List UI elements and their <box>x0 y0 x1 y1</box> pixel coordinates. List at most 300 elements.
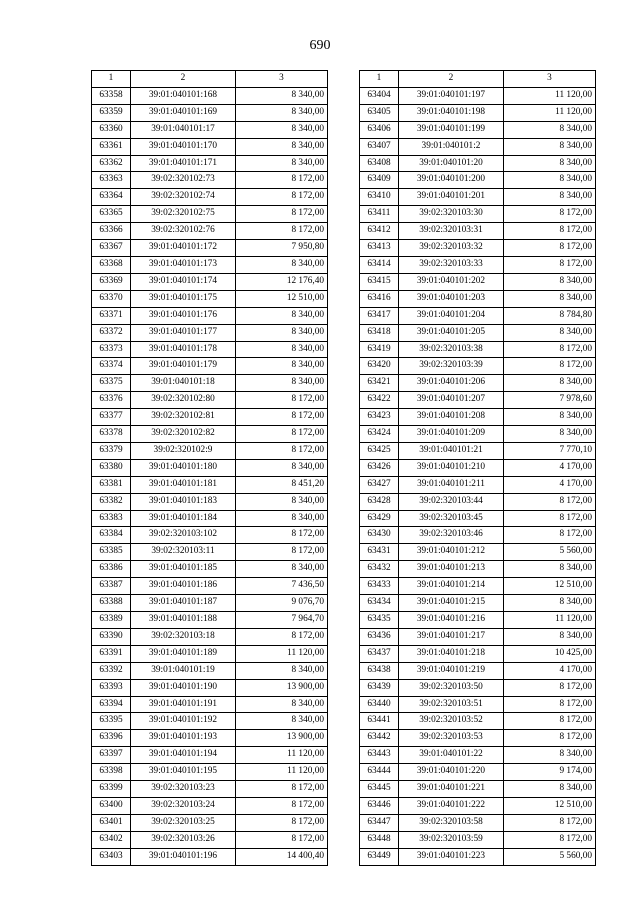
cadastral-number-cell: 39:01:040101:214 <box>399 578 504 595</box>
cadastral-number-cell: 39:02:320103:38 <box>399 341 504 358</box>
value-text: 8 340,00 <box>559 174 592 185</box>
cadastral-number-cell: 39:02:320103:33 <box>399 256 504 273</box>
table-row <box>360 628 596 645</box>
cadastral-number-cell: 39:02:320103:24 <box>131 797 236 814</box>
value-text: 8 340,00 <box>291 343 324 354</box>
table-row <box>92 679 328 696</box>
value-cell <box>236 256 328 273</box>
row-number-cell: 63408 <box>360 155 399 172</box>
table-row <box>92 848 328 865</box>
value-text: 11 120,00 <box>287 766 324 777</box>
table-row <box>92 307 328 324</box>
cadastral-number-cell: 39:02:320102:74 <box>131 189 236 206</box>
value-text: 8 340,00 <box>291 495 324 506</box>
table-row <box>92 442 328 459</box>
cadastral-number-cell: 39:01:040101:186 <box>131 578 236 595</box>
table-row <box>360 459 596 476</box>
value-cell <box>236 476 328 493</box>
cadastral-number-cell: 39:01:040101:21 <box>399 442 504 459</box>
value-text: 8 172,00 <box>559 698 592 709</box>
row-number-cell: 63412 <box>360 223 399 240</box>
value-cell <box>504 426 596 443</box>
value-cell <box>236 628 328 645</box>
cadastral-number-cell: 39:01:040101:218 <box>399 645 504 662</box>
value-text: 8 340,00 <box>559 326 592 337</box>
value-text: 8 172,00 <box>559 681 592 692</box>
value-cell <box>504 493 596 510</box>
value-text: 5 560,00 <box>559 850 592 861</box>
value-text: 7 964,70 <box>291 614 324 624</box>
table-row <box>360 831 596 848</box>
cadastral-number-cell: 39:01:040101:184 <box>131 510 236 527</box>
value-cell <box>236 679 328 696</box>
row-number-cell: 63428 <box>360 493 399 510</box>
cadastral-number-cell: 39:01:040101:171 <box>131 155 236 172</box>
value-cell <box>236 713 328 730</box>
value-text: 8 340,00 <box>291 89 324 100</box>
table-row <box>92 256 328 273</box>
value-text: 11 120,00 <box>287 749 324 760</box>
value-text: 8 340,00 <box>291 512 324 523</box>
value-cell <box>504 713 596 730</box>
value-cell <box>504 831 596 848</box>
value-cell <box>236 510 328 527</box>
value-text: 8 172,00 <box>559 529 592 540</box>
table-row <box>92 713 328 730</box>
row-number-cell: 63395 <box>92 713 131 730</box>
value-cell <box>236 87 328 104</box>
table-row <box>360 679 596 696</box>
value-cell <box>236 561 328 578</box>
cadastral-number-cell: 39:01:040101:207 <box>399 392 504 409</box>
value-text: 8 172,00 <box>291 799 324 810</box>
value-cell <box>236 747 328 764</box>
cadastral-number-cell: 39:01:040101:180 <box>131 459 236 476</box>
column-header-3: 3 <box>504 71 596 88</box>
value-cell <box>504 392 596 409</box>
value-cell <box>504 290 596 307</box>
row-number-cell: 63447 <box>360 814 399 831</box>
value-text: 7 436,50 <box>291 580 324 591</box>
cadastral-number-cell: 39:01:040101:191 <box>131 696 236 713</box>
cadastral-number-cell: 39:01:040101:194 <box>131 747 236 764</box>
value-text: 8 172,00 <box>291 444 324 455</box>
cadastral-number-cell: 39:02:320103:52 <box>399 713 504 730</box>
row-number-cell: 63424 <box>360 426 399 443</box>
value-text: 8 172,00 <box>291 630 324 641</box>
row-number-cell: 63431 <box>360 544 399 561</box>
value-text: 9 076,70 <box>291 597 324 608</box>
value-cell <box>504 595 596 612</box>
row-number-cell: 63406 <box>360 121 399 138</box>
table-row <box>92 645 328 662</box>
table-row <box>360 561 596 578</box>
cadastral-number-cell: 39:01:040101:177 <box>131 324 236 341</box>
value-cell <box>504 679 596 696</box>
row-number-cell: 63386 <box>92 561 131 578</box>
value-cell <box>236 848 328 865</box>
row-number-cell: 63375 <box>92 375 131 392</box>
value-text: 13 900,00 <box>286 732 324 743</box>
cadastral-number-cell: 39:01:040101:223 <box>399 848 504 865</box>
cadastral-number-cell: 39:02:320102:73 <box>131 172 236 189</box>
cadastral-number-cell: 39:01:040101:203 <box>399 290 504 307</box>
value-text: 8 340,00 <box>291 715 324 726</box>
cadastral-number-cell: 39:01:040101:219 <box>399 662 504 679</box>
value-cell <box>236 781 328 798</box>
value-text: 11 120,00 <box>555 614 592 624</box>
page-number: 690 <box>309 38 331 53</box>
row-number-cell: 63436 <box>360 628 399 645</box>
cadastral-number-cell: 39:01:040101:20 <box>399 155 504 172</box>
table-row <box>360 172 596 189</box>
table-row <box>360 612 596 629</box>
row-number-cell: 63404 <box>360 87 399 104</box>
table-row <box>360 747 596 764</box>
value-text: 8 172,00 <box>559 816 592 827</box>
cadastral-number-cell: 39:01:040101:205 <box>399 324 504 341</box>
row-number-cell: 63401 <box>92 814 131 831</box>
cadastral-number-cell: 39:01:040101:209 <box>399 426 504 443</box>
table-row <box>360 510 596 527</box>
table-row <box>360 544 596 561</box>
value-cell <box>504 747 596 764</box>
value-cell <box>236 544 328 561</box>
table-row <box>360 578 596 595</box>
value-text: 4 170,00 <box>559 478 592 489</box>
table-row <box>92 612 328 629</box>
value-text: 8 340,00 <box>291 326 324 337</box>
table-row <box>360 442 596 459</box>
cadastral-number-cell: 39:01:040101:202 <box>399 273 504 290</box>
table-row <box>360 848 596 865</box>
cadastral-number-cell: 39:02:320103:45 <box>399 510 504 527</box>
table-row <box>92 341 328 358</box>
cadastral-number-cell: 39:01:040101:210 <box>399 459 504 476</box>
value-text: 8 340,00 <box>291 106 324 117</box>
value-cell <box>236 814 328 831</box>
table-row <box>92 578 328 595</box>
value-text: 8 340,00 <box>559 563 592 574</box>
value-cell <box>504 612 596 629</box>
value-text: 8 172,00 <box>559 715 592 726</box>
cadastral-number-cell: 39:01:040101:221 <box>399 781 504 798</box>
cadastral-number-cell: 39:01:040101:192 <box>131 713 236 730</box>
table-row <box>360 121 596 138</box>
row-number-cell: 63374 <box>92 358 131 375</box>
table-row <box>360 87 596 104</box>
cadastral-number-cell: 39:01:040101:181 <box>131 476 236 493</box>
value-cell <box>236 459 328 476</box>
value-text: 12 176,40 <box>286 275 324 286</box>
table-row <box>360 256 596 273</box>
table-row <box>92 138 328 155</box>
row-number-cell: 63427 <box>360 476 399 493</box>
value-text: 4 170,00 <box>559 664 592 675</box>
value-cell <box>504 307 596 324</box>
row-number-cell: 63394 <box>92 696 131 713</box>
cadastral-number-cell: 39:01:040101:190 <box>131 679 236 696</box>
row-number-cell: 63368 <box>92 256 131 273</box>
table-row <box>92 493 328 510</box>
row-number-cell: 63383 <box>92 510 131 527</box>
value-cell <box>504 155 596 172</box>
table-row <box>360 138 596 155</box>
cadastral-number-cell: 39:01:040101:2 <box>399 138 504 155</box>
value-text: 10 425,00 <box>554 647 592 658</box>
table-row <box>92 561 328 578</box>
table-row <box>360 409 596 426</box>
row-number-cell: 63367 <box>92 240 131 257</box>
row-number-cell: 63360 <box>92 121 131 138</box>
row-number-cell: 63407 <box>360 138 399 155</box>
cadastral-number-cell: 39:01:040101:22 <box>399 747 504 764</box>
row-number-cell: 63387 <box>92 578 131 595</box>
table-header-row <box>360 71 596 88</box>
cadastral-number-cell: 39:02:320103:26 <box>131 831 236 848</box>
row-number-cell: 63421 <box>360 375 399 392</box>
value-text: 8 172,00 <box>559 258 592 269</box>
value-text: 8 172,00 <box>291 783 324 794</box>
value-cell <box>504 172 596 189</box>
row-number-cell: 63430 <box>360 527 399 544</box>
row-number-cell: 63420 <box>360 358 399 375</box>
row-number-cell: 63446 <box>360 797 399 814</box>
value-text: 8 172,00 <box>291 191 324 202</box>
value-cell <box>236 493 328 510</box>
cadastral-number-cell: 39:01:040101:169 <box>131 104 236 121</box>
value-text: 8 172,00 <box>291 225 324 236</box>
value-cell <box>504 476 596 493</box>
table-row <box>92 172 328 189</box>
cadastral-number-cell: 39:02:320103:51 <box>399 696 504 713</box>
table-row <box>92 273 328 290</box>
value-text: 8 340,00 <box>291 461 324 472</box>
row-number-cell: 63392 <box>92 662 131 679</box>
row-number-cell: 63438 <box>360 662 399 679</box>
row-number-cell: 63444 <box>360 764 399 781</box>
value-text: 8 340,00 <box>291 360 324 371</box>
value-cell <box>236 273 328 290</box>
cadastral-number-cell: 39:01:040101:200 <box>399 172 504 189</box>
value-cell <box>236 578 328 595</box>
table-row <box>92 409 328 426</box>
value-cell <box>504 645 596 662</box>
value-cell <box>504 358 596 375</box>
row-number-cell: 63390 <box>92 628 131 645</box>
value-text: 8 172,00 <box>559 732 592 743</box>
value-text: 8 172,00 <box>559 512 592 523</box>
value-text: 8 172,00 <box>559 225 592 236</box>
row-number-cell: 63432 <box>360 561 399 578</box>
registry-table-right <box>359 70 596 866</box>
table-row <box>92 87 328 104</box>
row-number-cell: 63403 <box>92 848 131 865</box>
table-row <box>92 426 328 443</box>
row-number-cell: 63370 <box>92 290 131 307</box>
table-row <box>92 831 328 848</box>
table-row <box>360 324 596 341</box>
column-header-3: 3 <box>236 71 328 88</box>
cadastral-number-cell: 39:02:320103:25 <box>131 814 236 831</box>
value-cell <box>236 662 328 679</box>
value-text: 12 510,00 <box>286 292 324 303</box>
value-text: 8 172,00 <box>559 343 592 354</box>
value-cell <box>236 797 328 814</box>
cadastral-number-cell: 39:01:040101:187 <box>131 595 236 612</box>
table-row <box>92 290 328 307</box>
table-row <box>92 696 328 713</box>
value-text: 8 172,00 <box>559 495 592 506</box>
row-number-cell: 63389 <box>92 612 131 629</box>
value-text: 8 340,00 <box>559 411 592 422</box>
value-text: 8 340,00 <box>291 140 324 151</box>
table-row <box>92 104 328 121</box>
value-cell <box>504 578 596 595</box>
row-number-cell: 63372 <box>92 324 131 341</box>
table-row <box>360 730 596 747</box>
row-number-cell: 63361 <box>92 138 131 155</box>
value-text: 9 174,00 <box>559 766 592 777</box>
value-cell <box>504 527 596 544</box>
value-cell <box>504 409 596 426</box>
value-text: 7 950,80 <box>291 242 324 253</box>
table-row <box>92 189 328 206</box>
row-number-cell: 63419 <box>360 341 399 358</box>
value-cell <box>504 764 596 781</box>
value-text: 13 900,00 <box>286 681 324 692</box>
cadastral-number-cell: 39:01:040101:204 <box>399 307 504 324</box>
value-text: 8 172,00 <box>291 833 324 844</box>
row-number-cell: 63425 <box>360 442 399 459</box>
table-row <box>92 121 328 138</box>
value-cell <box>504 87 596 104</box>
value-cell <box>504 121 596 138</box>
cadastral-number-cell: 39:01:040101:217 <box>399 628 504 645</box>
row-number-cell: 63434 <box>360 595 399 612</box>
value-text: 8 340,00 <box>559 191 592 202</box>
value-text: 12 510,00 <box>554 580 592 591</box>
value-text: 4 170,00 <box>559 461 592 472</box>
cadastral-number-cell: 39:01:040101:185 <box>131 561 236 578</box>
value-cell <box>236 104 328 121</box>
value-cell <box>236 324 328 341</box>
value-text: 8 172,00 <box>291 529 324 540</box>
value-text: 8 340,00 <box>291 563 324 574</box>
value-text: 8 340,00 <box>291 698 324 709</box>
row-number-cell: 63422 <box>360 392 399 409</box>
row-number-cell: 63440 <box>360 696 399 713</box>
value-cell <box>504 256 596 273</box>
value-text: 8 340,00 <box>559 157 592 168</box>
row-number-cell: 63363 <box>92 172 131 189</box>
value-text: 8 340,00 <box>559 428 592 439</box>
cadastral-number-cell: 39:02:320103:30 <box>399 206 504 223</box>
table-row <box>92 392 328 409</box>
cadastral-number-cell: 39:01:040101:183 <box>131 493 236 510</box>
cadastral-number-cell: 39:01:040101:19 <box>131 662 236 679</box>
cadastral-number-cell: 39:01:040101:213 <box>399 561 504 578</box>
value-cell <box>236 223 328 240</box>
value-cell <box>236 358 328 375</box>
row-number-cell: 63399 <box>92 781 131 798</box>
cadastral-number-cell: 39:02:320103:59 <box>399 831 504 848</box>
value-text: 11 120,00 <box>287 647 324 658</box>
value-text: 8 172,00 <box>291 428 324 439</box>
row-number-cell: 63377 <box>92 409 131 426</box>
table-row <box>360 341 596 358</box>
value-cell <box>504 240 596 257</box>
table-row <box>360 206 596 223</box>
value-text: 8 340,00 <box>559 597 592 608</box>
table-row <box>360 155 596 172</box>
cadastral-number-cell: 39:01:040101:176 <box>131 307 236 324</box>
value-cell <box>236 730 328 747</box>
table-row <box>360 797 596 814</box>
value-text: 8 340,00 <box>559 123 592 134</box>
row-number-cell: 63448 <box>360 831 399 848</box>
value-text: 7 978,60 <box>559 394 592 405</box>
table-row <box>360 358 596 375</box>
row-number-cell: 63366 <box>92 223 131 240</box>
row-number-cell: 63358 <box>92 87 131 104</box>
value-text: 14 400,40 <box>286 850 324 861</box>
value-cell <box>236 341 328 358</box>
value-cell <box>236 206 328 223</box>
table-header-row <box>92 71 328 88</box>
cadastral-number-cell: 39:02:320103:32 <box>399 240 504 257</box>
table-row <box>92 764 328 781</box>
table-row <box>360 814 596 831</box>
row-number-cell: 63418 <box>360 324 399 341</box>
cadastral-number-cell: 39:01:040101:212 <box>399 544 504 561</box>
value-cell <box>504 273 596 290</box>
value-cell <box>504 459 596 476</box>
value-cell <box>236 392 328 409</box>
value-text: 12 510,00 <box>554 799 592 810</box>
cadastral-number-cell: 39:02:320103:58 <box>399 814 504 831</box>
value-cell <box>236 240 328 257</box>
cadastral-number-cell: 39:01:040101:174 <box>131 273 236 290</box>
value-text: 8 340,00 <box>559 783 592 794</box>
row-number-cell: 63433 <box>360 578 399 595</box>
row-number-cell: 63442 <box>360 730 399 747</box>
value-text: 8 340,00 <box>559 377 592 388</box>
value-cell <box>236 155 328 172</box>
row-number-cell: 63388 <box>92 595 131 612</box>
row-number-cell: 63437 <box>360 645 399 662</box>
table-row <box>92 730 328 747</box>
table-row <box>360 273 596 290</box>
table-row <box>360 240 596 257</box>
value-cell <box>504 189 596 206</box>
cadastral-number-cell: 39:02:320103:44 <box>399 493 504 510</box>
value-cell <box>236 595 328 612</box>
row-number-cell: 63369 <box>92 273 131 290</box>
value-text: 8 172,00 <box>559 208 592 219</box>
value-cell <box>236 831 328 848</box>
value-cell <box>236 612 328 629</box>
value-cell <box>504 206 596 223</box>
value-text: 8 340,00 <box>559 292 592 303</box>
cadastral-number-cell: 39:02:320103:23 <box>131 781 236 798</box>
value-cell <box>504 223 596 240</box>
value-cell <box>236 696 328 713</box>
row-number-cell: 63441 <box>360 713 399 730</box>
cadastral-number-cell: 39:01:040101:220 <box>399 764 504 781</box>
row-number-cell: 63382 <box>92 493 131 510</box>
table-row <box>360 493 596 510</box>
